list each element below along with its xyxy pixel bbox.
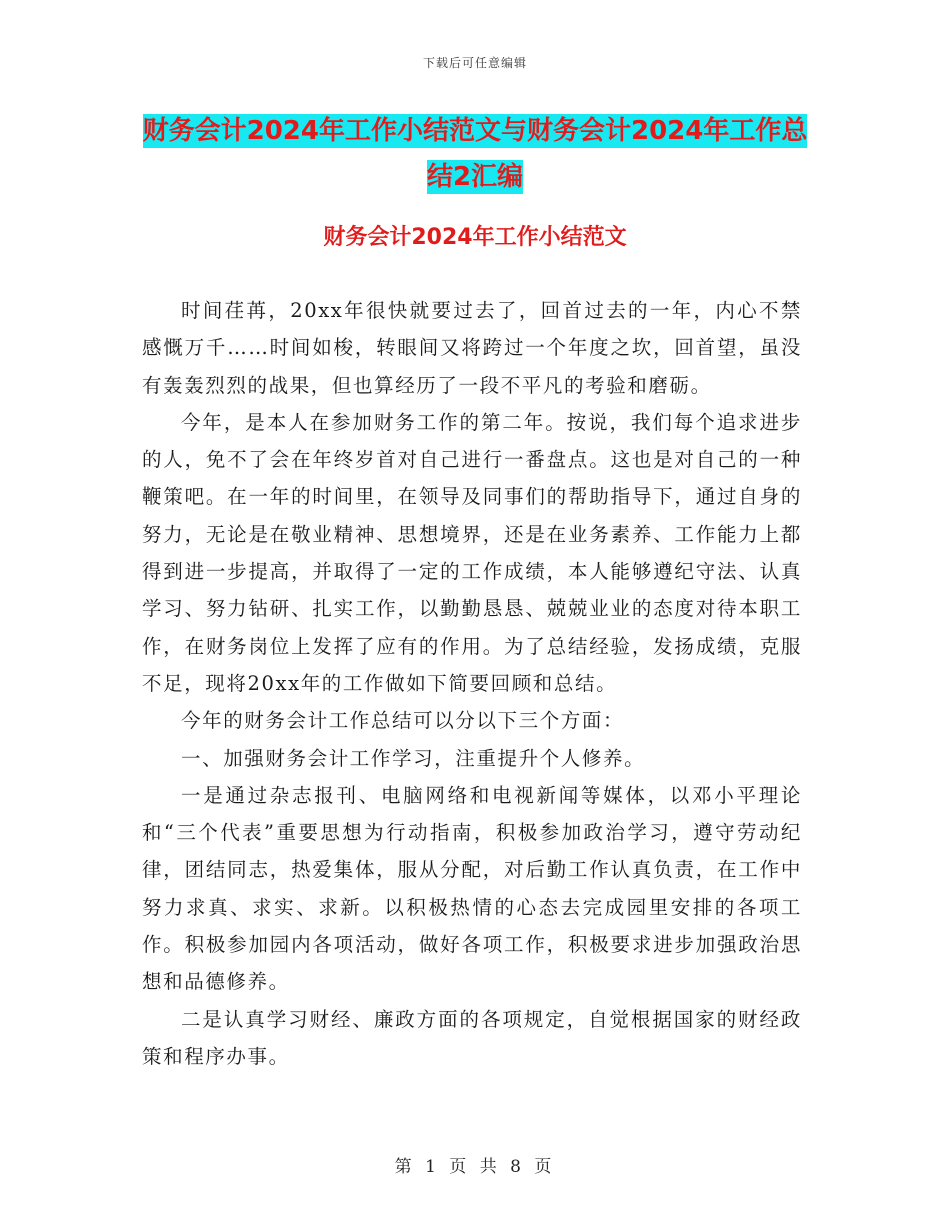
- section-title: 财务会计2024年工作小结范文: [323, 225, 627, 250]
- document-title-text: 财务会计2024年工作小结范文与财务会计2024年工作总结2汇编: [142, 116, 808, 192]
- paragraph-6: 二是认真学习财经、廉政方面的各项规定，自觉根据国家的财经政策和程序办事。: [142, 1007, 802, 1068]
- page-footer: 第 1 页 共 8 页: [394, 1157, 556, 1177]
- paragraph-5: 一是通过杂志报刊、电脑网络和电视新闻等媒体，以邓小平理论和“三个代表”重要思想为行动指南，积极参加政治学习，遵守劳动纪律，团结同志，热爱集体，服从分配，对后勤工作认真负责，在工作中努力求真、求实、求新。以积极热情的心态去完成园里安排的各项工作。积极参加园内各项活动，做好各项工作，积极要求进步加强政治思想和品德修养。: [142, 783, 802, 994]
- document-body: [142, 292, 802, 1075]
- header-note: 下载后可任意编辑: [422, 56, 527, 70]
- paragraph-2: 今年，是本人在参加财务工作的第二年。按说，我们每个追求进步的人，免不了会在年终岁首对自己进行一番盘点。这也是对自己的一种鞭策吧。在一年的时间里，在领导及同事们的帮助指导下，通过自身的努力，无论是在敬业精神、思想境界，还是在业务素养、工作能力上都得到进一步提高，并取得了一定的工作成绩，本人能够遵纪守法、认真学习、努力钻研、扎实工作，以勤勤恳恳、兢兢业业的态度对待本职工作，在财务岗位上发挥了应有的作用。为了总结经验，发扬成绩，克服不足，现将20xx年的工作做如下简要回顾和总结。: [142, 410, 802, 695]
- paragraph-1: 时间荏苒，20xx年很快就要过去了，回首过去的一年，内心不禁感慨万千……时间如梭，转眼间又将跨过一个年度之坎，回首望，虽没有轰轰烈烈的战果，但也算经历了一段不平凡的考验和磨砺。: [142, 299, 802, 397]
- paragraph-4: 一、加强财务会计工作学习，注重提升个人修养。: [181, 746, 646, 770]
- document-title: [140, 108, 810, 200]
- paragraph-3: 今年的财务会计工作总结可以分以下三个方面：: [181, 709, 625, 733]
